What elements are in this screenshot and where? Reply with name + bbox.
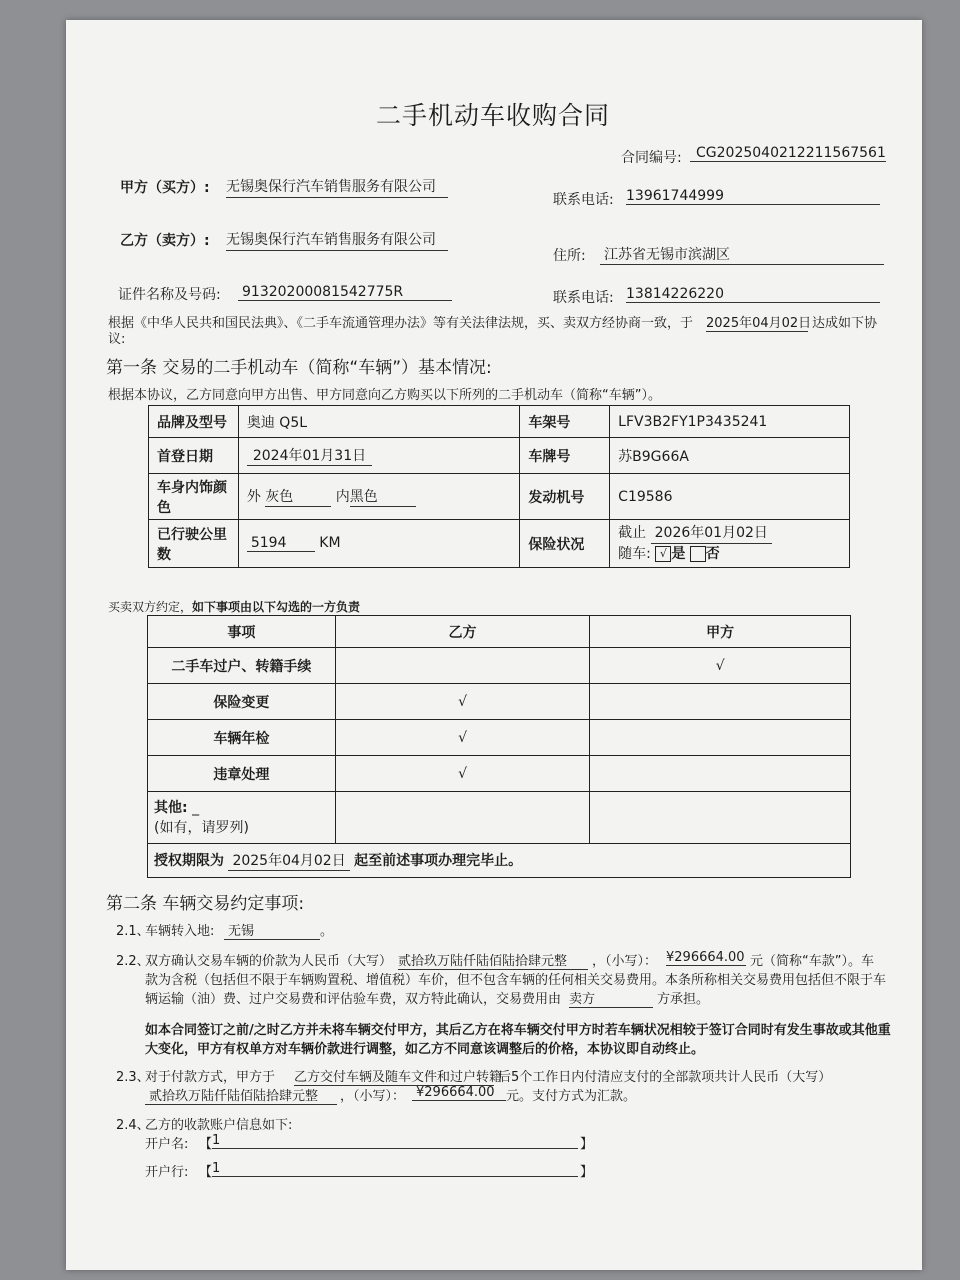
bracket-right: 】: [580, 1165, 594, 1180]
bold-para-1: 如本合同签订之前/之时乙方并未将车辆交付甲方，其后乙方在将车辆交付甲方时若车辆状况相较于签订合同时有发生事故或其他重: [145, 1023, 891, 1038]
intro-date: 2025年04月02日: [706, 312, 808, 332]
duty-row-a[interactable]: [590, 756, 851, 792]
party-a-phone-label: 联系电话:: [553, 192, 614, 208]
intro-suffix: 达成如下协: [812, 316, 878, 331]
c23-text-c: ，（小写）：: [340, 1089, 406, 1104]
duty-row-b[interactable]: √: [335, 756, 590, 792]
bracket-right: 】: [580, 1137, 594, 1152]
ins-prefix: 截止: [618, 525, 647, 541]
c24-no: 2.4、: [116, 1118, 150, 1133]
article2-heading: 第二条 车辆交易约定事项:: [106, 894, 305, 914]
ins-date: 2026年01月02日: [651, 523, 772, 544]
c22-text-a: 双方确认交易车辆的价款为人民币（大写）: [145, 954, 393, 969]
c23-text-a: 对于付款方式，甲方于: [145, 1070, 276, 1085]
other-note: (如有，请罗列): [154, 819, 249, 836]
c22-text-b: ，（小写）：: [592, 954, 658, 969]
ins-no: 否: [705, 546, 720, 562]
c21-period: 。: [320, 924, 334, 939]
c22-text-c: 元（简称“车款”）。车: [750, 954, 874, 969]
insurance-label: 保险状况: [520, 520, 610, 568]
party-b-name: 无锡奥保行汽车销售服务有限公司: [226, 230, 448, 251]
c22-payer: 卖方: [569, 988, 653, 1008]
acct-name-value[interactable]: 1: [212, 1133, 578, 1149]
acct-bank-value[interactable]: 1: [212, 1161, 578, 1177]
party-a-name: 无锡奥保行汽车销售服务有限公司: [226, 177, 448, 198]
mileage-value: 5194: [247, 535, 315, 552]
duty-row-a[interactable]: √: [590, 648, 851, 684]
duty-row-a[interactable]: [590, 720, 851, 756]
int-color: 黑色: [350, 486, 416, 507]
other-a-cell[interactable]: [590, 792, 851, 844]
c21-no: 2.1、: [116, 924, 150, 939]
duty-row-b[interactable]: √: [335, 684, 590, 720]
mileage-unit: KM: [319, 535, 341, 551]
c23-no: 2.3、: [116, 1070, 150, 1085]
cert-value: 91320200081542775R: [238, 284, 452, 301]
c23-condition: 乙方交付车辆及随车文件和过户转籍: [294, 1066, 494, 1086]
c23-text-d: 元。支付方式为汇款。: [506, 1089, 637, 1104]
cert-phone-label: 联系电话:: [553, 290, 614, 306]
duty-row-a[interactable]: [590, 684, 851, 720]
vin-label: 车架号: [520, 406, 610, 438]
deadline-label: 授权期限为: [154, 853, 224, 869]
ins-no-checkbox[interactable]: [690, 546, 706, 562]
engine-label: 发动机号: [520, 474, 610, 520]
party-b-address-label: 住所:: [553, 248, 586, 264]
reg-value: 2024年01月31日: [247, 445, 372, 466]
agree-plain: 买卖双方约定，: [108, 600, 193, 614]
party-a-label: 甲方（买方）:: [120, 180, 210, 196]
other-label: 其他:: [154, 799, 188, 816]
other-b-cell[interactable]: [335, 792, 590, 844]
deadline-date: 2025年04月02日: [228, 850, 349, 871]
ins-yes-checkbox[interactable]: √: [655, 546, 671, 562]
cert-phone: 13814226220: [626, 286, 880, 303]
page-title: 二手机动车收购合同: [376, 101, 611, 130]
ext-color: 灰色: [265, 486, 331, 507]
duty-header-a: 甲方: [590, 616, 851, 648]
c22-upper: 贰拾玖万陆仟陆佰陆拾肆元整: [398, 950, 588, 970]
plate-label: 车牌号: [520, 438, 610, 474]
contract-no-label: 合同编号:: [621, 150, 682, 166]
brand-label: 品牌及型号: [149, 406, 239, 438]
vehicle-table: [148, 405, 850, 568]
acct-name-label: 开户名:: [145, 1137, 189, 1152]
duty-table: [147, 615, 851, 878]
duty-row-b[interactable]: [335, 648, 590, 684]
c23-lower: ¥296664.00: [412, 1085, 506, 1101]
cert-label: 证件名称及号码:: [118, 287, 221, 303]
duty-row-item: 二手车过户、转籍手续: [148, 648, 336, 684]
acct-bank-label: 开户行:: [145, 1165, 189, 1180]
bracket-left: 【: [199, 1165, 213, 1180]
intro-text: 根据《中华人民共和国民法典》、《二手车流通管理办法》等有关法律法规，买、卖双方经协商一致，于: [108, 316, 694, 331]
c23-upper: 贰拾玖万陆仟陆佰陆拾肆元整: [145, 1085, 337, 1105]
duty-row-item: 车辆年检: [148, 720, 336, 756]
intro-line2: 议:: [108, 332, 126, 347]
engine-value: C19586: [610, 474, 850, 520]
c21-label: 车辆转入地:: [145, 924, 215, 939]
c23-text-b: 后5个工作日内付清应支付的全部款项共计人民币（大写）: [498, 1070, 832, 1085]
duty-row-b[interactable]: √: [335, 720, 590, 756]
c21-value: 无锡: [224, 920, 320, 940]
agree-bold: 如下事项由以下勾选的一方负责: [192, 600, 361, 614]
other-value: _: [192, 799, 200, 816]
c22-no: 2.2、: [116, 954, 150, 969]
c22-line3b: 方承担。: [657, 992, 710, 1007]
vin-value: LFV3B2FY1P3435241: [610, 406, 850, 438]
c22-line3a: 辆运输（油）费、过户交易费和评估验车费，双方特此确认，交易费用由: [145, 992, 562, 1007]
ins-with: 随车:: [618, 546, 651, 562]
plate-value: 苏B9G66A: [610, 438, 850, 474]
party-b-label: 乙方（卖方）:: [120, 233, 210, 249]
bold-para-2: 大变化，甲方有权单方对车辆价款进行调整，如乙方不同意该调整后的价格，本协议即自动终止。: [145, 1042, 705, 1057]
c24-label: 乙方的收款账户信息如下:: [145, 1118, 293, 1133]
article1-desc: 根据本协议，乙方同意向甲方出售、甲方同意向乙方购买以下所列的二手机动车（简称“车辆”）。: [108, 388, 661, 403]
duty-row-item: 保险变更: [148, 684, 336, 720]
int-prefix: 内: [335, 489, 350, 505]
deadline-suffix: 起至前述事项办理完毕止。: [354, 853, 523, 869]
ext-prefix: 外: [246, 489, 261, 505]
article1-heading: 第一条 交易的二手机动车（简称“车辆”）基本情况:: [106, 358, 492, 378]
bracket-left: 【: [199, 1137, 213, 1152]
c22-line2: 款为含税（包括但不限于车辆购置税、增值税）车价，但不包含车辆的任何相关交易费用。本条所称相关交易费用包括但不限于车: [145, 973, 887, 988]
duty-row-item: 违章处理: [148, 756, 336, 792]
reg-label: 首登日期: [149, 438, 239, 474]
ins-yes: 是: [671, 546, 686, 562]
party-b-address: 江苏省无锡市滨湖区: [600, 244, 884, 265]
party-a-phone: 13961744999: [626, 188, 880, 205]
c22-lower: ¥296664.00: [666, 950, 745, 965]
brand-value: 奥迪 Q5L: [238, 406, 519, 438]
contract-no-value: CG2025040212211567561: [690, 145, 886, 162]
duty-header-item: 事项: [148, 616, 336, 648]
duty-header-b: 乙方: [335, 616, 590, 648]
mileage-label: 已行驶公里数: [149, 520, 239, 568]
color-label: 车身内饰颜色: [149, 474, 239, 520]
